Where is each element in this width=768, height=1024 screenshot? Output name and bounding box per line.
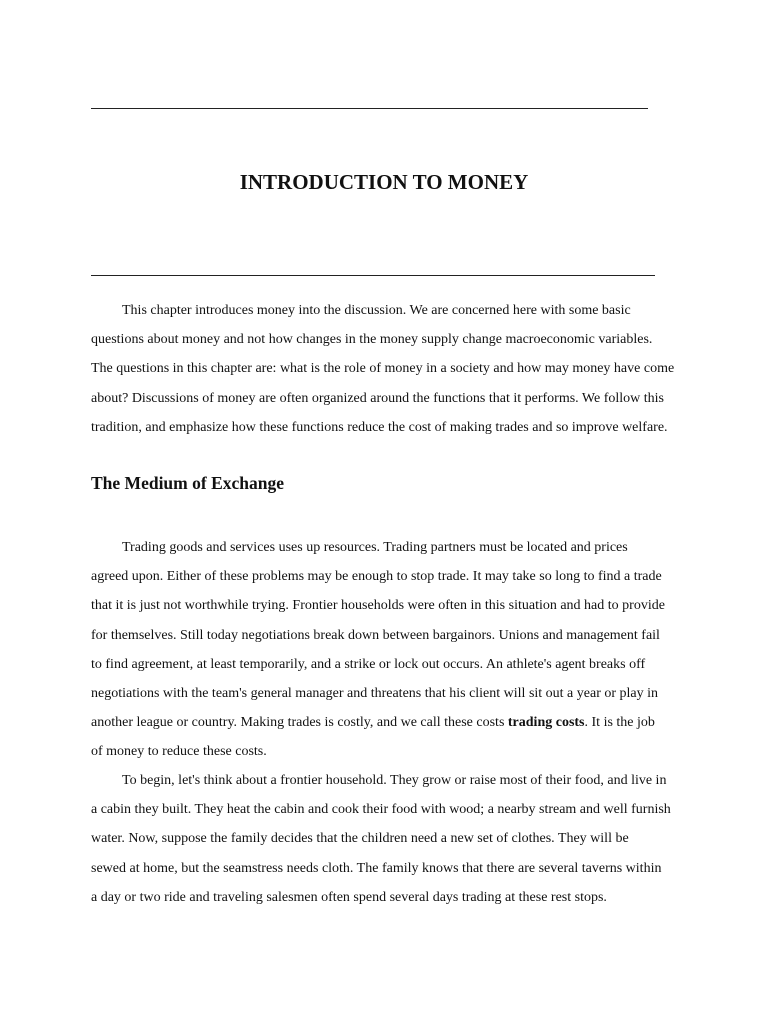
body-line: that it is just not worthwhile trying. Frontier households were often in this situation and had to provide [91,598,665,614]
body-paragraph-2 [91,766,681,912]
body-line: To begin, let's think about a frontier household. They grow or raise most of their food, and live in [122,773,667,788]
intro-paragraph [91,296,681,442]
body-line: Trading goods and services uses up resources. Trading partners must be located and prices [122,540,628,555]
body-line-text: . It is the job [584,715,655,731]
body-line: for themselves. Still today negotiations break down between bargainors. Unions and management fail [91,627,660,643]
chapter-title: INTRODUCTION TO MONEY [239,170,529,194]
trading-costs-term: trading costs [507,715,585,731]
intro-line: This chapter introduces money into the discussion. We are concerned here with some basic [122,303,631,318]
body-paragraph-1 [91,533,681,767]
intro-line: The questions in this chapter are: what is the role of money in a society and how may money have come [91,361,675,377]
intro-line: about? Discussions of money are often organized around the functions that it performs. We follow this [91,390,665,406]
body-line-text: another league or country. Making trades is costly, and we call these costs [91,715,508,731]
body-line: sewed at home, but the seamstress needs cloth. The family knows that there are several taverns within [91,860,662,876]
body-line: to find agreement, at least temporarily, and a strike or lock out occurs. An athlete's agent breaks off [91,656,646,672]
section-heading: The Medium of Exchange [91,473,284,493]
body-line: agreed upon. Either of these problems may be enough to stop trade. It may take so long to find a trade [91,569,662,585]
top-rule [91,108,648,109]
body-line: negotiations with the team's general manager and threatens that his client will sit out a year or play in [91,686,659,702]
body-line: of money to reduce these costs. [91,744,267,760]
body-line: a cabin they built. They heat the cabin and cook their food with wood; a nearby stream and well furnish [91,802,671,818]
body-line: a day or two ride and traveling salesmen often spend several days trading at these rest stops. [91,889,607,905]
body-line: water. Now, suppose the family decides that the children need a new set of clothes. They will be [91,831,629,847]
title-bottom-rule [91,275,655,276]
intro-line: questions about money and not how changes in the money supply change macroeconomic variables. [91,332,653,348]
intro-line: tradition, and emphasize how these functions reduce the cost of making trades and so improve welfare. [91,419,668,435]
